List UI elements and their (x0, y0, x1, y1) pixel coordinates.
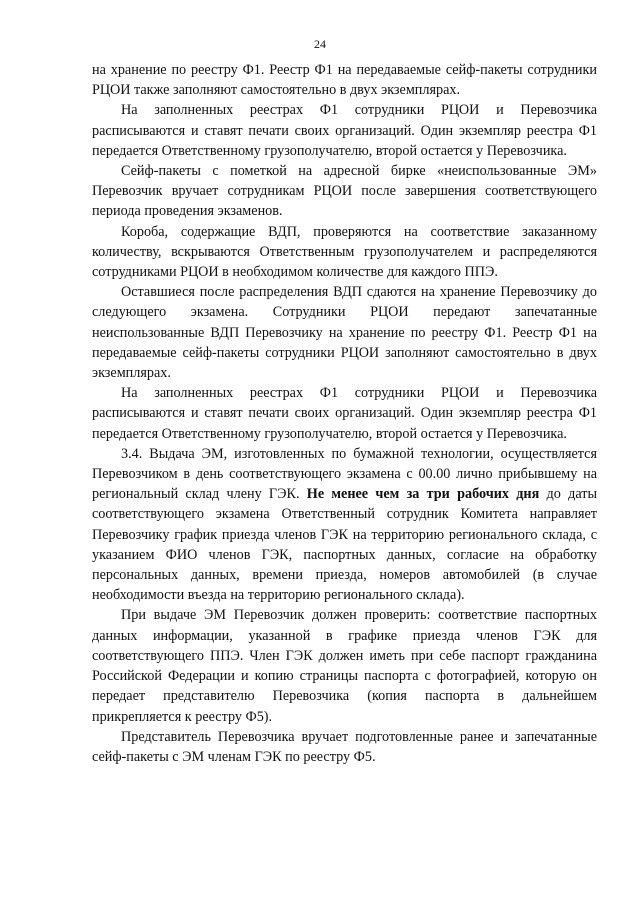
paragraph (92, 222, 597, 283)
body-text (92, 60, 597, 767)
text-segment: Короба, содержащие ВДП, проверяются на соответствие заказанному количеству, вскрываются Ответственным грузополучателем и распределяются сотрудниками РЦОИ в необходимом количестве для каждого ППЭ. (92, 223, 597, 281)
paragraph (92, 727, 597, 767)
paragraph (92, 605, 597, 726)
paragraph (92, 282, 597, 383)
text-segment: Оставшиеся после распределения ВДП сдаются на хранение Перевозчику до следующего экзамена. Сотрудники РЦОИ передают запечатанные неиспользованные ВДП Перевозчику на хранение по реестру Ф1. Реестр Ф1 на передаваемые сейф-пакеты сотрудники РЦОИ заполняют самостоятельно в двух экземплярах. (92, 284, 597, 382)
text-segment: Сейф-пакеты с пометкой на адресной бирке «неиспользованные ЭМ» Перевозчик вручает сотрудникам РЦОИ после завершения соответствующего периода проведения экзаменов. (92, 163, 597, 220)
paragraph (92, 444, 597, 606)
paragraph (92, 161, 597, 222)
text-segment: 3.4. Выдача ЭМ, изготовленных по бумажной технологии, осуществляется Перевозчиком в день соответствующего экзамена с 00.00 лично прибывшему на региональный склад члену ГЭК. (92, 445, 597, 503)
text-segment: На заполненных реестрах Ф1 сотрудники РЦОИ и Перевозчика расписываются и ставят печати своих организаций. Один экземпляр реестра Ф1 передается Ответственному грузополучателю, второй остается у Перевозчика. (92, 385, 597, 442)
page-number: 24 (314, 37, 326, 51)
bold-text: Не менее чем за три рабочих дня (306, 486, 540, 503)
paragraph (92, 383, 597, 444)
paragraph (92, 60, 597, 100)
text-segment: Представитель Перевозчика вручает подготовленные ранее и запечатанные сейф-пакеты с ЭМ членам ГЭК по реестру Ф5. (92, 728, 597, 765)
text-segment: При выдаче ЭМ Перевозчик должен проверить: соответствие паспортных данных информации, указанной в графике приезда членов ГЭК для соответствующего ППЭ. Член ГЭК должен иметь при себе паспорт гражданина Российской Федерации и копию страницы паспорта с фотографией, которую он передает представителю Перевозчика (копия паспорта в дальнейшем прикрепляется к реестру Ф5). (92, 607, 597, 725)
text-segment: до даты соответствующего экзамена Ответственный сотрудник Комитета направляет Перевозчику график приезда членов ГЭК на территорию регионального склада, с указанием ФИО членов ГЭК, паспортных данных, согласие на обработку персональных данных, времени приезда, номеров автомобилей (в случае необходимости въезда на территорию регионального склада). (92, 486, 597, 604)
text-segment: на хранение по реестру Ф1. Реестр Ф1 на передаваемые сейф-пакеты сотрудники РЦОИ также заполняют самостоятельно в двух экземплярах. (92, 62, 597, 99)
text-segment: На заполненных реестрах Ф1 сотрудники РЦОИ и Перевозчика расписываются и ставят печати своих организаций. Один экземпляр реестра Ф1 передается Ответственному грузополучателю, второй остается у Перевозчика. (92, 102, 597, 159)
paragraph (92, 100, 597, 161)
